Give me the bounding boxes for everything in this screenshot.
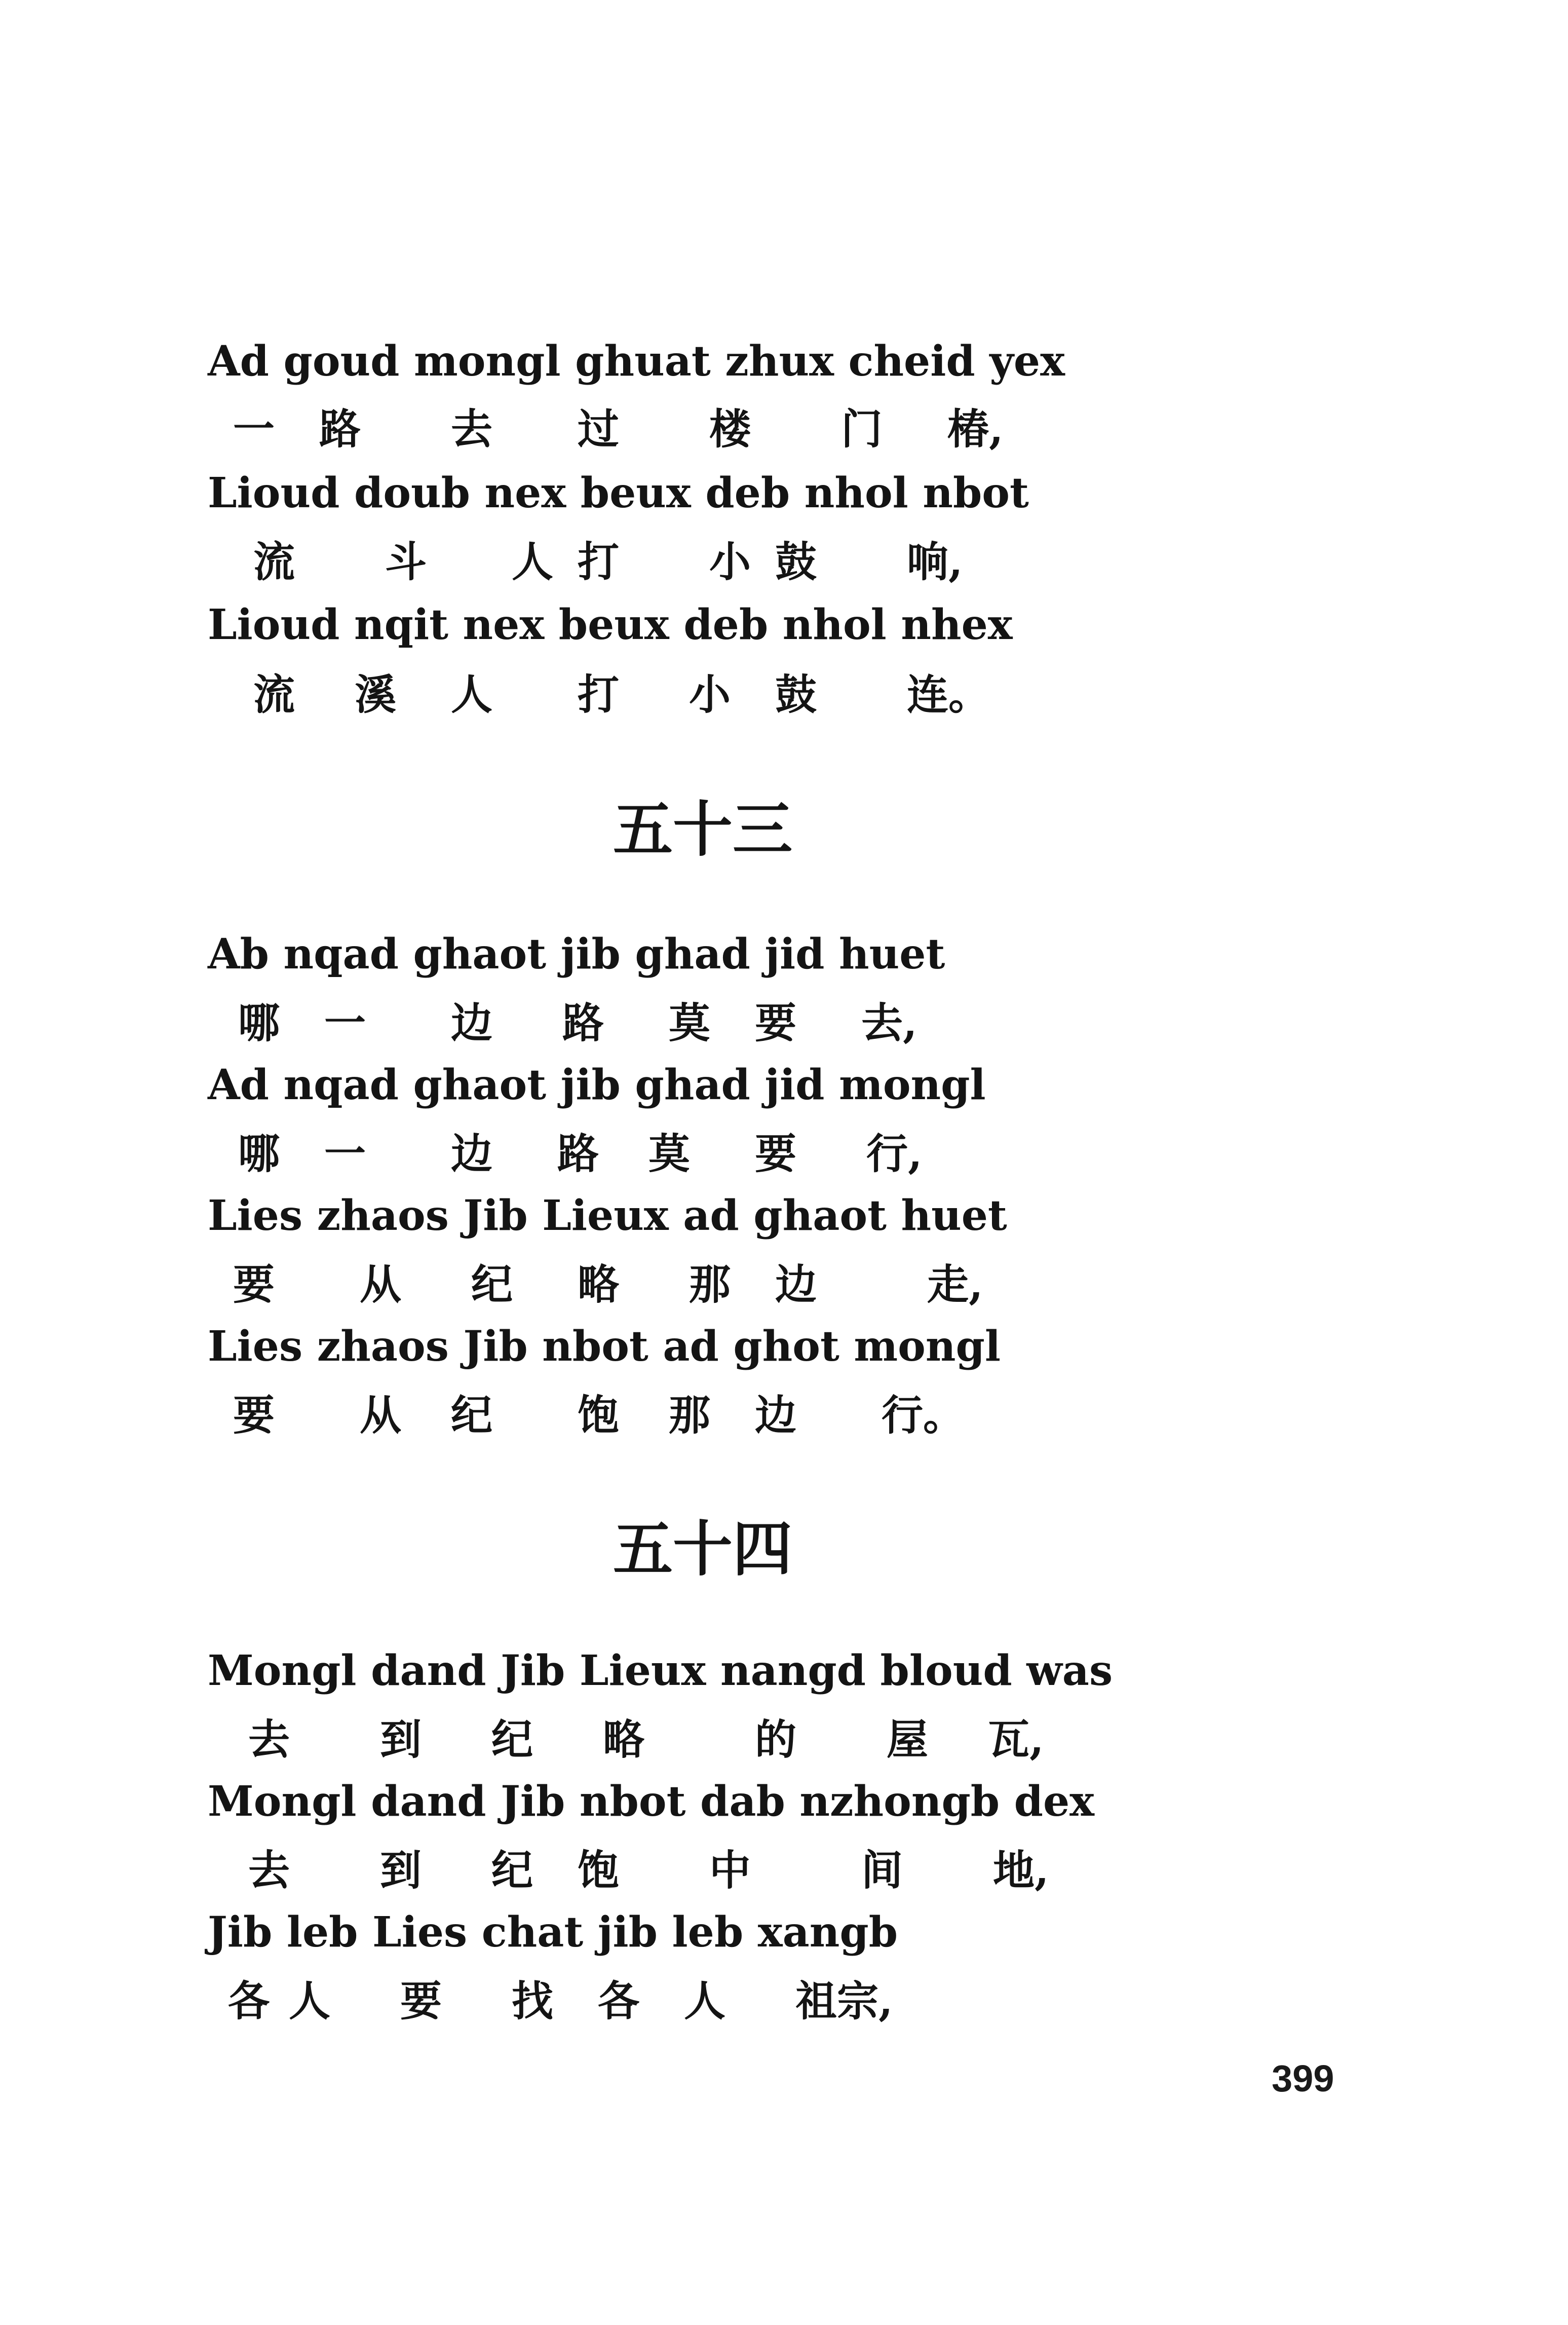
romanized-line: Mongl dand Jib Lieux nangd bloud was bbox=[208, 1646, 1113, 1695]
hanzi-char: 找 bbox=[512, 1977, 554, 2026]
hanzi-char: 略 bbox=[603, 1715, 645, 1764]
hanzi-char: 溪 bbox=[355, 670, 397, 719]
hanzi-char: 饱 bbox=[578, 1846, 620, 1895]
hanzi-char: 到 bbox=[380, 1846, 422, 1895]
hanzi-char: 椿, bbox=[947, 405, 1004, 454]
hanzi-char: 响, bbox=[907, 538, 963, 586]
romanized-line: Ad goud mongl ghuat zhux cheid yex bbox=[208, 337, 1065, 386]
hanzi-char: 要 bbox=[233, 1391, 275, 1440]
hanzi-char: 瓦, bbox=[988, 1715, 1044, 1764]
hanzi-char: 连。 bbox=[907, 670, 990, 719]
hanzi-char: 流 bbox=[253, 538, 295, 586]
hanzi-char: 去, bbox=[861, 999, 917, 1047]
hanzi-char: 鼓 bbox=[775, 670, 817, 719]
hanzi-char: 莫 bbox=[648, 1130, 691, 1178]
hanzi-char: 纪 bbox=[451, 1391, 493, 1440]
hanzi-char: 门 bbox=[841, 405, 883, 454]
hanzi-char: 走, bbox=[927, 1260, 983, 1309]
hanzi-char: 过 bbox=[578, 405, 620, 454]
hanzi-char: 边 bbox=[451, 1130, 493, 1178]
romanized-line: Lioud doub nex beux deb nhol nbot bbox=[208, 469, 1029, 517]
romanized-line: Lies zhaos Jib nbot ad ghot mongl bbox=[208, 1322, 1001, 1371]
hanzi-char: 斗 bbox=[385, 538, 427, 586]
hanzi-char: 中 bbox=[709, 1846, 751, 1895]
section-heading: 五十四 bbox=[613, 1514, 793, 1584]
hanzi-char: 流 bbox=[253, 670, 295, 719]
hanzi-char: 要 bbox=[755, 999, 797, 1047]
hanzi-char: 鼓 bbox=[775, 538, 817, 586]
hanzi-char: 路 bbox=[562, 999, 604, 1047]
hanzi-char: 人 bbox=[512, 538, 554, 586]
hanzi-char: 从 bbox=[360, 1260, 402, 1309]
hanzi-char: 去 bbox=[248, 1715, 290, 1764]
page-number: 399 bbox=[1272, 2057, 1334, 2099]
hanzi-char: 打 bbox=[578, 538, 620, 586]
hanzi-char: 人 bbox=[451, 670, 493, 719]
romanized-line: Lioud nqit nex beux deb nhol nhex bbox=[208, 601, 1013, 649]
hanzi-char: 人 bbox=[684, 1977, 726, 2026]
hanzi-char: 一 bbox=[324, 999, 366, 1047]
hanzi-char: 纪 bbox=[471, 1260, 513, 1309]
hanzi-char: 那 bbox=[689, 1260, 731, 1309]
hanzi-char: 去 bbox=[451, 405, 493, 454]
hanzi-char: 到 bbox=[380, 1715, 422, 1764]
hanzi-char: 楼 bbox=[709, 405, 751, 454]
hanzi-char: 屋 bbox=[887, 1715, 929, 1764]
hanzi-char: 那 bbox=[669, 1391, 711, 1440]
section-heading: 五十三 bbox=[613, 794, 793, 865]
hanzi-char: 要 bbox=[400, 1977, 442, 2026]
hanzi-char: 地, bbox=[993, 1846, 1049, 1895]
hanzi-char: 人 bbox=[289, 1977, 331, 2026]
hanzi-char: 莫 bbox=[669, 999, 711, 1047]
hanzi-char: 各 bbox=[598, 1977, 640, 2026]
hanzi-char: 行, bbox=[866, 1130, 923, 1178]
hanzi-char: 祖宗, bbox=[795, 1977, 893, 2026]
hanzi-char: 纪 bbox=[491, 1846, 533, 1895]
hanzi-char: 一 bbox=[324, 1130, 366, 1178]
hanzi-char: 哪 bbox=[238, 1130, 280, 1178]
hanzi-char: 路 bbox=[557, 1130, 599, 1178]
hanzi-char: 要 bbox=[233, 1260, 275, 1309]
hanzi-char: 纪 bbox=[491, 1715, 533, 1764]
hanzi-char: 从 bbox=[360, 1391, 402, 1440]
hanzi-char: 去 bbox=[248, 1846, 290, 1895]
hanzi-char: 边 bbox=[451, 999, 493, 1047]
hanzi-char: 行。 bbox=[882, 1391, 965, 1440]
romanized-line: Ab nqad ghaot jib ghad jid huet bbox=[208, 930, 945, 979]
romanized-line: Jib leb Lies chat jib leb xangb bbox=[208, 1908, 898, 1957]
hanzi-char: 的 bbox=[755, 1715, 797, 1764]
hanzi-char: 路 bbox=[319, 405, 361, 454]
hanzi-char: 边 bbox=[755, 1391, 797, 1440]
romanized-line: Ad nqad ghaot jib ghad jid mongl bbox=[208, 1061, 986, 1109]
hanzi-char: 打 bbox=[578, 670, 620, 719]
hanzi-char: 略 bbox=[578, 1260, 620, 1309]
hanzi-char: 哪 bbox=[238, 999, 280, 1047]
hanzi-char: 要 bbox=[755, 1130, 797, 1178]
hanzi-char: 各 bbox=[228, 1977, 270, 2026]
hanzi-char: 饱 bbox=[578, 1391, 620, 1440]
hanzi-char: 小 bbox=[689, 670, 731, 719]
hanzi-char: 一 bbox=[233, 405, 275, 454]
hanzi-char: 边 bbox=[775, 1260, 817, 1309]
hanzi-char: 间 bbox=[861, 1846, 903, 1895]
romanized-line: Lies zhaos Jib Lieux ad ghaot huet bbox=[208, 1191, 1007, 1240]
romanized-line: Mongl dand Jib nbot dab nzhongb dex bbox=[208, 1777, 1095, 1826]
hanzi-char: 小 bbox=[709, 538, 751, 586]
